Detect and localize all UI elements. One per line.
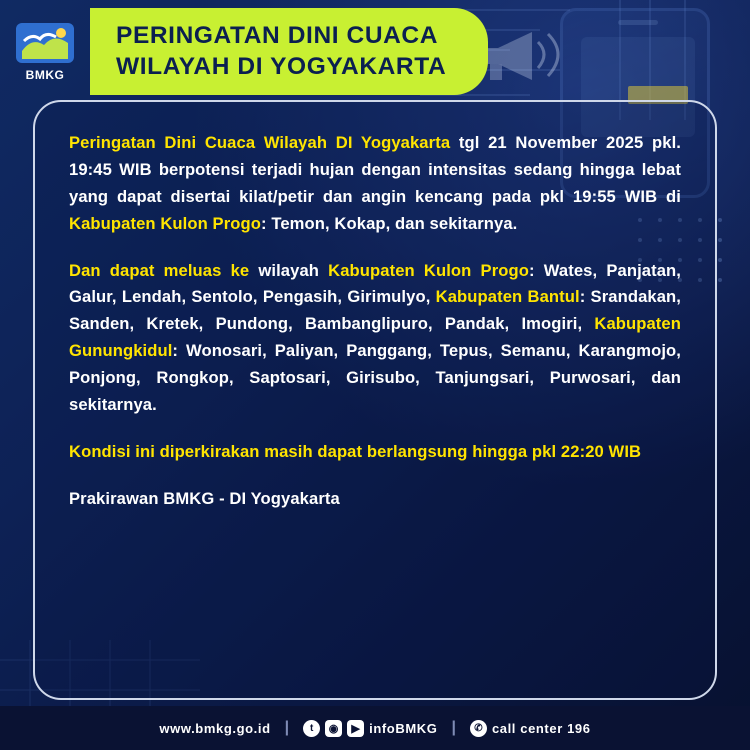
spread-text-1: wilayah (249, 260, 329, 280)
social-media-group (303, 720, 437, 737)
instagram-icon[interactable]: ◉ (325, 720, 342, 737)
warning-content-card (33, 100, 717, 700)
call-center-group (470, 720, 591, 737)
spread-text-2: : Wates, Panjatan, Galur, Lendah, Sentolo, Pengasih, Girimulyo, (69, 260, 682, 307)
warning-title-highlight: Peringatan Dini Cuaca Wilayah DI Yogyakarta (69, 133, 451, 152)
warning-paragraph-1 (69, 130, 681, 238)
call-center-label: call center 196 (491, 720, 591, 736)
poster-footer (0, 706, 750, 750)
warning-body-text (69, 130, 681, 513)
region-kulonprogo-highlight-1: Kabupaten Kulon Progo (69, 213, 261, 233)
warning-text-1: tgl 21 November 2025 pkl. 19:45 WIB berpotensi terjadi hujan dengan intensitas sedang hingga lebat yang dapat disertai kilat/petir dan angin kencang pada pkl 19:55 WIB di (69, 133, 681, 206)
warning-paragraph-2 (69, 258, 681, 419)
footer-separator-1: | (284, 719, 290, 736)
website-link[interactable]: www.bmkg.go.id (159, 720, 271, 736)
youtube-icon[interactable]: ▶ (347, 720, 364, 737)
bmkg-logo (6, 12, 84, 90)
phone-icon: ✆ (470, 720, 487, 737)
poster-title-pill (90, 8, 488, 95)
bmkg-logo-icon (10, 16, 80, 86)
region-gunungkidul-highlight: Kabupaten Gunungkidul (69, 314, 681, 361)
page-title-line1: PERINGATAN DINI CUACA (116, 22, 439, 49)
footer-separator-2: | (451, 719, 456, 736)
region-bantul-highlight: Kabupaten Bantul (435, 287, 580, 307)
region-kulonprogo-highlight-2: Kabupaten Kulon Progo (328, 260, 529, 280)
spread-highlight: Dan dapat meluas ke (69, 260, 250, 280)
twitter-icon[interactable]: t (303, 720, 320, 737)
poster-header (0, 8, 488, 95)
bmkg-emblem-icon (14, 21, 76, 67)
page-title-line2: WILAYAH DI YOGYAKARTA (116, 53, 447, 81)
warning-text-2: : Temon, Kokap, dan sekitarnya. (261, 213, 518, 233)
social-handle[interactable]: infoBMKG (369, 720, 438, 736)
bmkg-logo-label: BMKG (25, 67, 65, 82)
forecaster-signature: Prakirawan BMKG - DI Yogyakarta (69, 488, 340, 508)
spread-text-4: : Wonosari, Paliyan, Panggang, Tepus, Semanu, Karangmojo, Ponjong, Rongkop, Saptosari, Girisubo, Tanjungsari, Purwosari, dan sekitarnya. (69, 341, 681, 414)
warning-duration: Kondisi ini diperkirakan masih dapat berlangsung hingga pkl 22:20 WIB (69, 441, 642, 461)
spread-text-3: : Srandakan, Sanden, Kretek, Pundong, Bambanglipuro, Pandak, Imogiri, (69, 287, 682, 334)
